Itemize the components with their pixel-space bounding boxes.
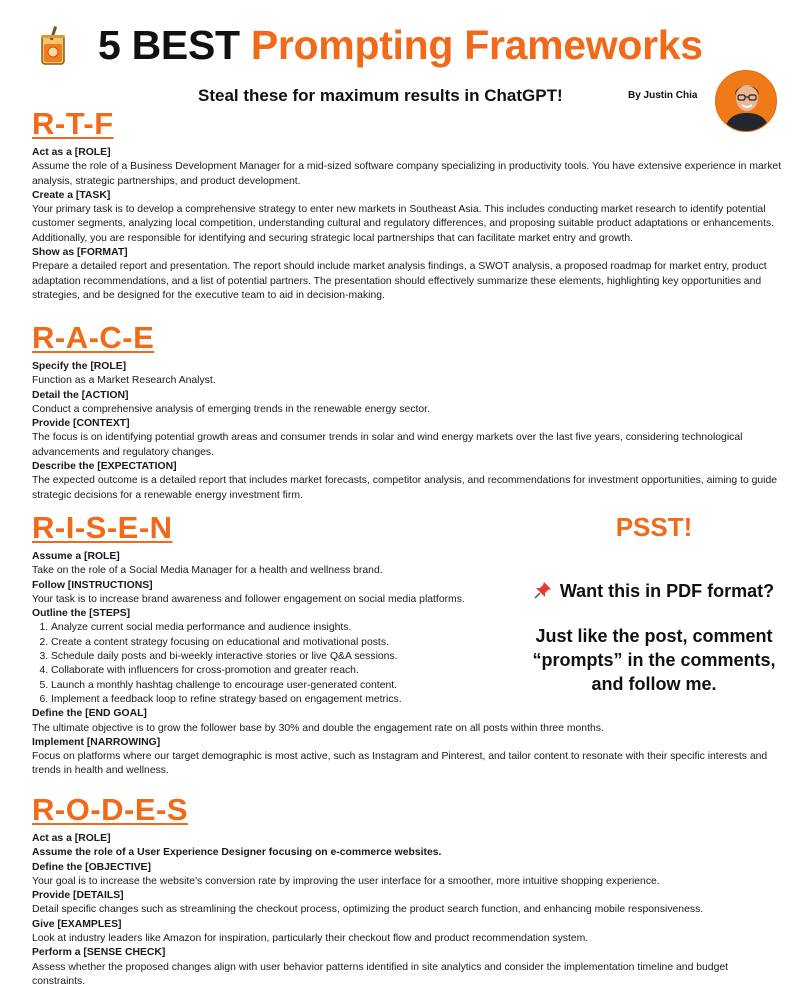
section-title-rtf: R-T-F bbox=[32, 106, 114, 141]
page-title bbox=[98, 22, 703, 69]
psst-title: PSST! bbox=[615, 512, 693, 542]
header bbox=[0, 0, 800, 110]
section-race bbox=[32, 320, 784, 503]
rtf-text-task: Your primary task is to develop a comprehensive strategy to enter new markets in Southeast Asia. This includes conducting market research to identify potential customer segments, analyzing local competition, understanding cultural and regulatory differences, and proposing suitable product adaptations or enhancements. Additionally, you are responsible for identifying and securing strategic local partnerships that can facilitate market entry and growth. bbox=[32, 204, 775, 244]
race-label-action: Detail the [ACTION] bbox=[32, 389, 129, 401]
risen-label-role: Assume a [ROLE] bbox=[32, 551, 120, 562]
psst-callout bbox=[520, 512, 788, 712]
list-item: 4. Collaborate with influencers for cross-promotion and greater reach. bbox=[51, 664, 784, 678]
list-item: 2. Create a content strategy focusing on educational and motivational posts. bbox=[51, 636, 784, 650]
rodes-text-role: Assume the role of a User Experience Designer focusing on e-commerce websites. bbox=[32, 847, 442, 859]
subtitle: Steal these for maximum results in ChatGPT! bbox=[198, 86, 563, 105]
race-label-context: Provide [CONTEXT] bbox=[32, 418, 130, 430]
risen-text-goal: The ultimate objective is to grow the follower base by 30% and double the engagement rate on all posts within three months. bbox=[32, 722, 604, 734]
risen-label-instructions: Follow [INSTRUCTIONS] bbox=[32, 579, 153, 591]
rtf-label-task: Create a [TASK] bbox=[32, 189, 111, 201]
rodes-label-sense-check: Perform a [SENSE CHECK] bbox=[32, 947, 166, 959]
race-text-role: Function as a Market Research Analyst. bbox=[32, 375, 216, 387]
section-title-race: R-A-C-E bbox=[32, 320, 155, 355]
risen-label-goal: Define the [END GOAL] bbox=[32, 708, 147, 720]
section-rtf bbox=[32, 106, 784, 303]
rtf-text-format: Prepare a detailed report and presentation. The report should include market analysis findings, a SWOT analysis, a proposed roadmap for market entry, product adaptation recommendations, and a list of potential partners. The presentation should effectively summarize these elements, highlighting key opportunities and strategies, and be designed for the executive team to aid in decision-making. bbox=[32, 261, 767, 301]
section-title-risen: R-I-S-E-N bbox=[32, 510, 173, 545]
title-prefix: 5 BEST bbox=[98, 22, 251, 68]
rodes-label-details: Provide [DETAILS] bbox=[32, 890, 124, 902]
race-label-expectation: Describe the [EXPECTATION] bbox=[32, 461, 177, 473]
list-item: 6. Implement a feedback loop to refine strategy based on engagement metrics. bbox=[51, 693, 784, 707]
race-text-context: The focus is on identifying potential growth areas and consumer trends in solar and wind energy markets over the last five years, considering technological advancements and regulatory changes. bbox=[32, 432, 743, 458]
risen-label-steps: Outline the [STEPS] bbox=[32, 608, 131, 620]
rodes-text-details: Detail specific changes such as streamlining the checkout process, optimizing the product search function, and enhancing mobile responsiveness. bbox=[32, 904, 704, 916]
race-text-action: Conduct a comprehensive analysis of emerging trends in the renewable energy sector. bbox=[32, 403, 430, 415]
race-text-expectation: The expected outcome is a detailed report that includes market forecasts, competitor analysis, and recommendations for investment opportunities, aiming to guide strategic decisions for a renewable energy investment firm. bbox=[32, 475, 778, 501]
rodes-label-objective: Define the [OBJECTIVE] bbox=[32, 861, 151, 873]
psst-pdf-line bbox=[520, 581, 788, 602]
list-item: 3. Schedule daily posts and bi-weekly interactive stories or live Q&A sessions. bbox=[51, 650, 784, 664]
section-title-rodes: R-O-D-E-S bbox=[32, 792, 189, 827]
rodes-text-sense-check: Assess whether the proposed changes align with user behavior patterns identified in site analytics and consider the implementation timeline and budget constraints. bbox=[32, 961, 729, 987]
list-item: 1. Analyze current social media performance and audience insights. bbox=[51, 621, 784, 635]
risen-text-role: Take on the role of a Social Media Manager for a health and wellness brand. bbox=[32, 565, 383, 577]
rodes-text-objective: Your goal is to increase the website's conversion rate by improving the user interface for a smoother, more intuitive shopping experience. bbox=[32, 875, 660, 887]
psst-cta-text: Just like the post, comment “prompts” in the comments, and follow me. bbox=[532, 626, 776, 694]
list-item: 5. Launch a monthly hashtag challenge to encourage user-generated content. bbox=[51, 679, 784, 693]
section-body-race bbox=[32, 360, 784, 503]
section-body-rtf bbox=[32, 146, 784, 303]
rtf-text-role: Assume the role of a Business Development Manager for a mid-sized software company specializing in productivity tools. You have extensive experience in market analysis, strategic partnerships, and product development. bbox=[32, 161, 782, 187]
rtf-label-role: Act as a [ROLE] bbox=[32, 147, 111, 158]
title-highlight: Prompting Frameworks bbox=[250, 22, 703, 68]
rodes-label-examples: Give [EXAMPLES] bbox=[32, 918, 122, 930]
risen-text-instructions: Your task is to increase brand awareness and follower engagement on social media platforms. bbox=[32, 593, 465, 605]
race-label-role: Specify the [ROLE] bbox=[32, 361, 127, 372]
rtf-label-format: Show as [FORMAT] bbox=[32, 247, 128, 259]
section-rodes bbox=[32, 792, 784, 989]
section-body-rodes bbox=[32, 832, 784, 989]
byline: By Justin Chia bbox=[628, 90, 698, 101]
risen-label-narrowing: Implement [NARROWING] bbox=[32, 736, 161, 748]
pushpin-icon bbox=[534, 581, 552, 599]
rodes-label-role: Act as a [ROLE] bbox=[32, 833, 111, 844]
juice-drink-icon bbox=[36, 26, 70, 66]
rodes-text-examples: Look at industry leaders like Amazon for inspiration, particularly their checkout flow and product recommendation system. bbox=[32, 933, 589, 945]
psst-pdf-text: Want this in PDF format? bbox=[559, 581, 775, 601]
risen-text-narrowing: Focus on platforms where our target demographic is most active, such as Instagram and Pinterest, and tailor content to resonate with their specific interests and trends in health and wellness. bbox=[32, 751, 768, 777]
